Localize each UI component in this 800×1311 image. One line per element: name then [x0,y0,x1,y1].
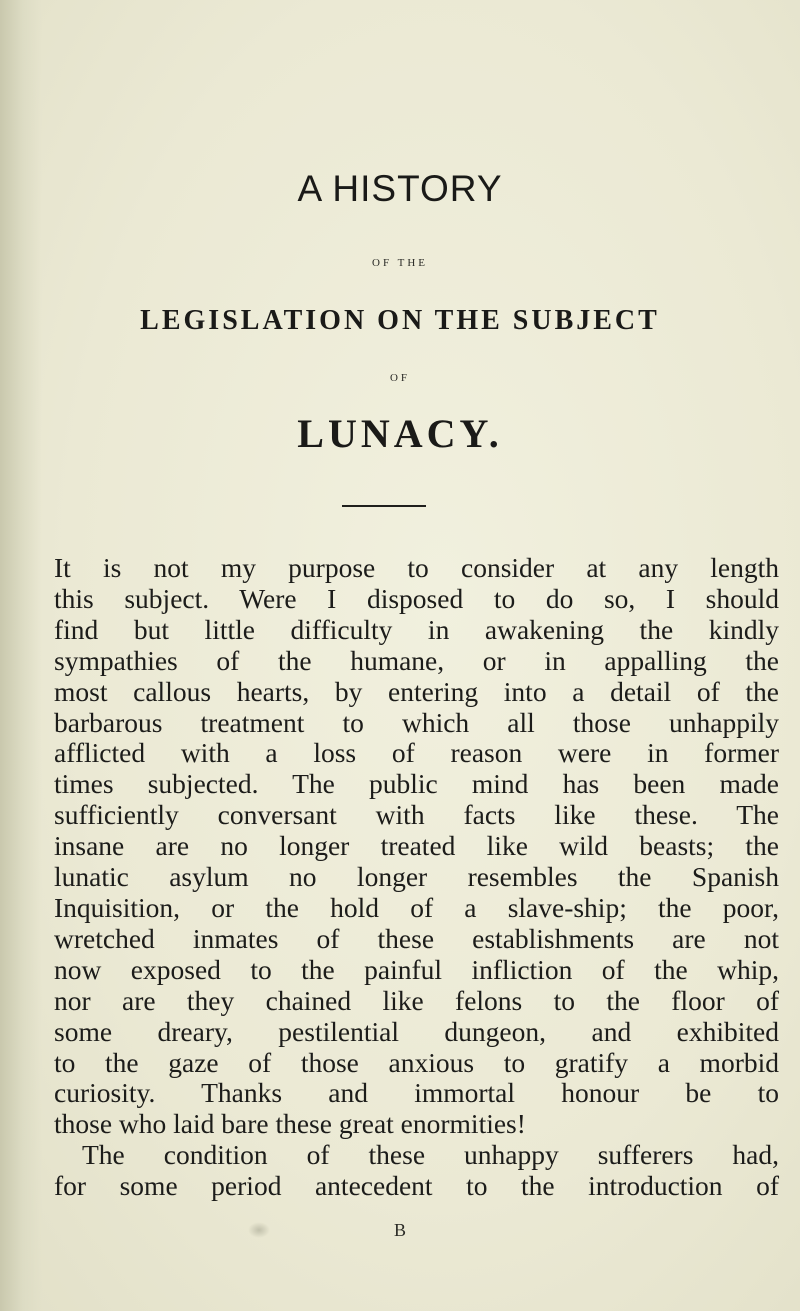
text-line: sympathies of the humane, or in appalling the [54,644,779,676]
text-line: now exposed to the painful infliction of the whip, [54,953,779,985]
text-line: It is not my purpose to consider at any length [54,552,779,583]
text-line: barbarous treatment to which all those unhappily [54,706,779,738]
text-line: afflicted with a loss of reason were in former [54,737,779,769]
signature-mark: B [393,1220,406,1240]
title-of: OF [389,372,411,384]
body-text [54,553,779,1202]
text-line: insane are no longer treated like wild beasts; the [54,830,779,862]
text-line: find but little difficulty in awakening the kindly [54,613,779,645]
text-line: times subjected. The public mind has been made [54,768,779,800]
text-line: for some period antecedent to the introduction of [54,1170,779,1202]
text-line: lunatic asylum no longer resembles the Spanish [54,861,779,893]
text-line: sufficiently conversant with facts like these. The [54,799,779,831]
text-line: this subject. Were I disposed to do so, I should [54,582,779,614]
title-legislation: LEGISLATION ON THE SUBJECT [140,305,660,336]
text-line: most callous hearts, by entering into a detail of the [54,675,779,707]
text-line: those who laid bare these great enormities! [54,1108,526,1140]
text-line: wretched inmates of these establishments are not [54,922,779,954]
title-lunacy: LUNACY. [297,411,503,456]
title-of-the: OF THE [372,257,428,269]
text-line: Inquisition, or the hold of a slave-ship; the poor, [54,891,779,923]
text-line: nor are they chained like felons to the floor of [54,984,779,1016]
title-a-history: A HISTORY [297,168,503,209]
text-line: to the gaze of those anxious to gratify a morbid [54,1046,779,1078]
text-line: some dreary, pestilential dungeon, and exhibited [54,1015,779,1047]
text-line: The condition of these unhappy sufferers had, [82,1139,779,1171]
text-line: curiosity. Thanks and immortal honour be to [54,1077,779,1109]
title-divider-rule [342,505,426,507]
